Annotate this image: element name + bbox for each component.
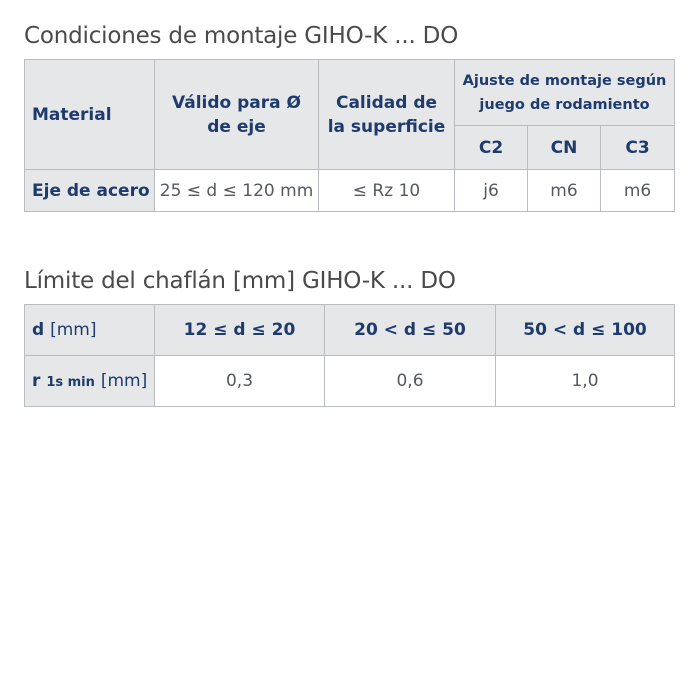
header-d [25, 305, 155, 356]
cell-fit-c2: j6 [455, 170, 528, 212]
table-row [25, 170, 675, 212]
row-r-label: r [32, 371, 41, 391]
chamfer-limit-title: Límite del chaflán [mm] GIHO-K ... DO [24, 268, 456, 294]
cell-chamfer-2: 0,6 [325, 356, 496, 407]
header-c2: C2 [455, 126, 528, 170]
header-range-2: 20 < d ≤ 50 [325, 305, 496, 356]
table-row [25, 356, 675, 407]
cell-valid-range: 25 ≤ d ≤ 120 mm [155, 170, 319, 212]
header-c3: C3 [601, 126, 675, 170]
header-fit-line2: juego de rodamiento [479, 96, 650, 113]
table-row [25, 305, 675, 356]
header-range-3: 50 < d ≤ 100 [496, 305, 675, 356]
cell-fit-cn: m6 [528, 170, 601, 212]
cell-fit-c3: m6 [601, 170, 675, 212]
row-r-subscript: 1s min [46, 375, 95, 390]
header-fit-line1: Ajuste de montaje según [462, 72, 667, 89]
header-mounting-fit [455, 60, 675, 126]
header-range-1: 12 ≤ d ≤ 20 [155, 305, 325, 356]
chamfer-limit-table [24, 304, 675, 407]
mounting-conditions-table [24, 59, 675, 212]
header-valid-line1: Válido para Ø [172, 92, 301, 113]
header-cn: CN [528, 126, 601, 170]
cell-chamfer-3: 1,0 [496, 356, 675, 407]
header-valid-line2: de eje [207, 116, 266, 137]
header-d-unit: [mm] [50, 320, 97, 340]
header-surface-quality [319, 60, 455, 170]
row-r-unit: [mm] [100, 371, 148, 391]
cell-chamfer-1: 0,3 [155, 356, 325, 407]
header-quality-line2: la superficie [327, 116, 446, 137]
header-quality-line1: Calidad de [335, 92, 438, 113]
header-valid-diameter [155, 60, 319, 170]
row-r1s-min [25, 356, 155, 407]
header-material: Material [25, 60, 155, 170]
cell-surface-quality: ≤ Rz 10 [319, 170, 455, 212]
header-d-label: d [32, 320, 45, 340]
row-material: Eje de acero [25, 170, 155, 212]
mounting-conditions-title: Condiciones de montaje GIHO-K ... DO [24, 23, 459, 49]
